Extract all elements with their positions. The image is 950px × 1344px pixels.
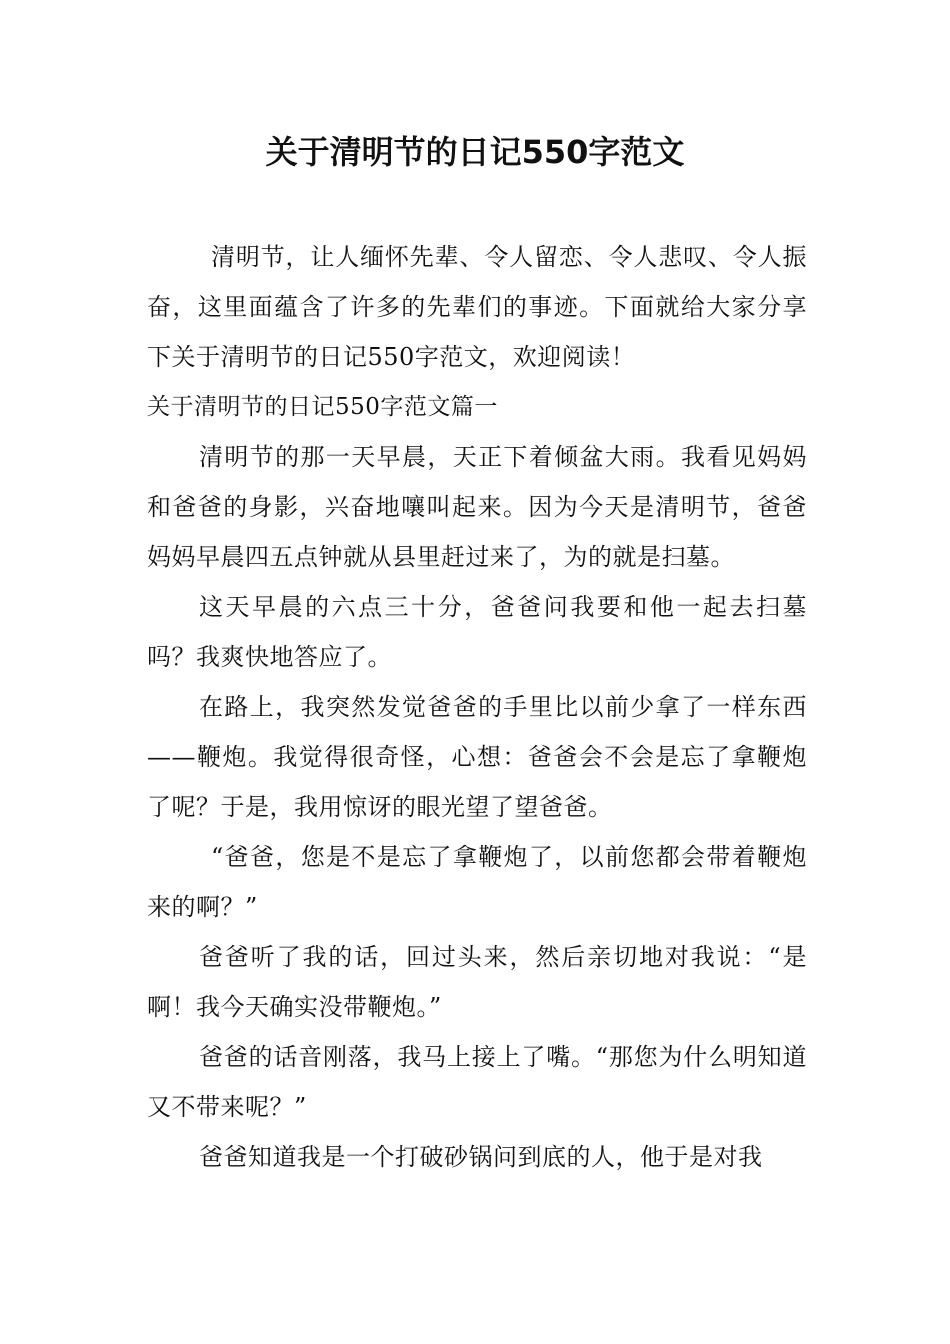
paragraph: “爸爸，您是不是忘了拿鞭炮了，以前您都会带着鞭炮来的啊？” xyxy=(147,843,807,921)
paragraph: 爸爸听了我的话，回过头来，然后亲切地对我说：“是啊！我今天确实没带鞭炮。” xyxy=(147,943,807,1021)
paragraph: 这天早晨的六点三十分，爸爸问我要和他一起去扫墓吗？我爽快地答应了。 xyxy=(147,593,807,671)
document-title: 关于清明节的日记550字范文 xyxy=(265,133,685,171)
document-body xyxy=(147,232,807,1182)
section-heading: 关于清明节的日记550字范文篇一 xyxy=(147,394,498,420)
paragraph: 爸爸知道我是一个打破砂锅问到底的人，他于是对我 xyxy=(199,1143,763,1171)
paragraph: 清明节的那一天早晨，天正下着倾盆大雨。我看见妈妈和爸爸的身影，兴奋地嚷叫起来。因为今天是清明节，爸爸妈妈早晨四五点钟就从县里赶过来了，为的就是扫墓。 xyxy=(147,443,807,571)
intro-paragraph: 清明节，让人缅怀先辈、令人留恋、令人悲叹、令人振奋，这里面蕴含了许多的先辈们的事迹。下面就给大家分享下关于清明节的日记550字范文，欢迎阅读！ xyxy=(147,243,807,371)
paragraph: 爸爸的话音刚落，我马上接上了嘴。“那您为什么明知道又不带来呢？” xyxy=(147,1043,807,1121)
paragraph: 在路上，我突然发觉爸爸的手里比以前少拿了一样东西——鞭炮。我觉得很奇怪，心想：爸爸会不会是忘了拿鞭炮了呢？于是，我用惊讶的眼光望了望爸爸。 xyxy=(147,693,807,821)
